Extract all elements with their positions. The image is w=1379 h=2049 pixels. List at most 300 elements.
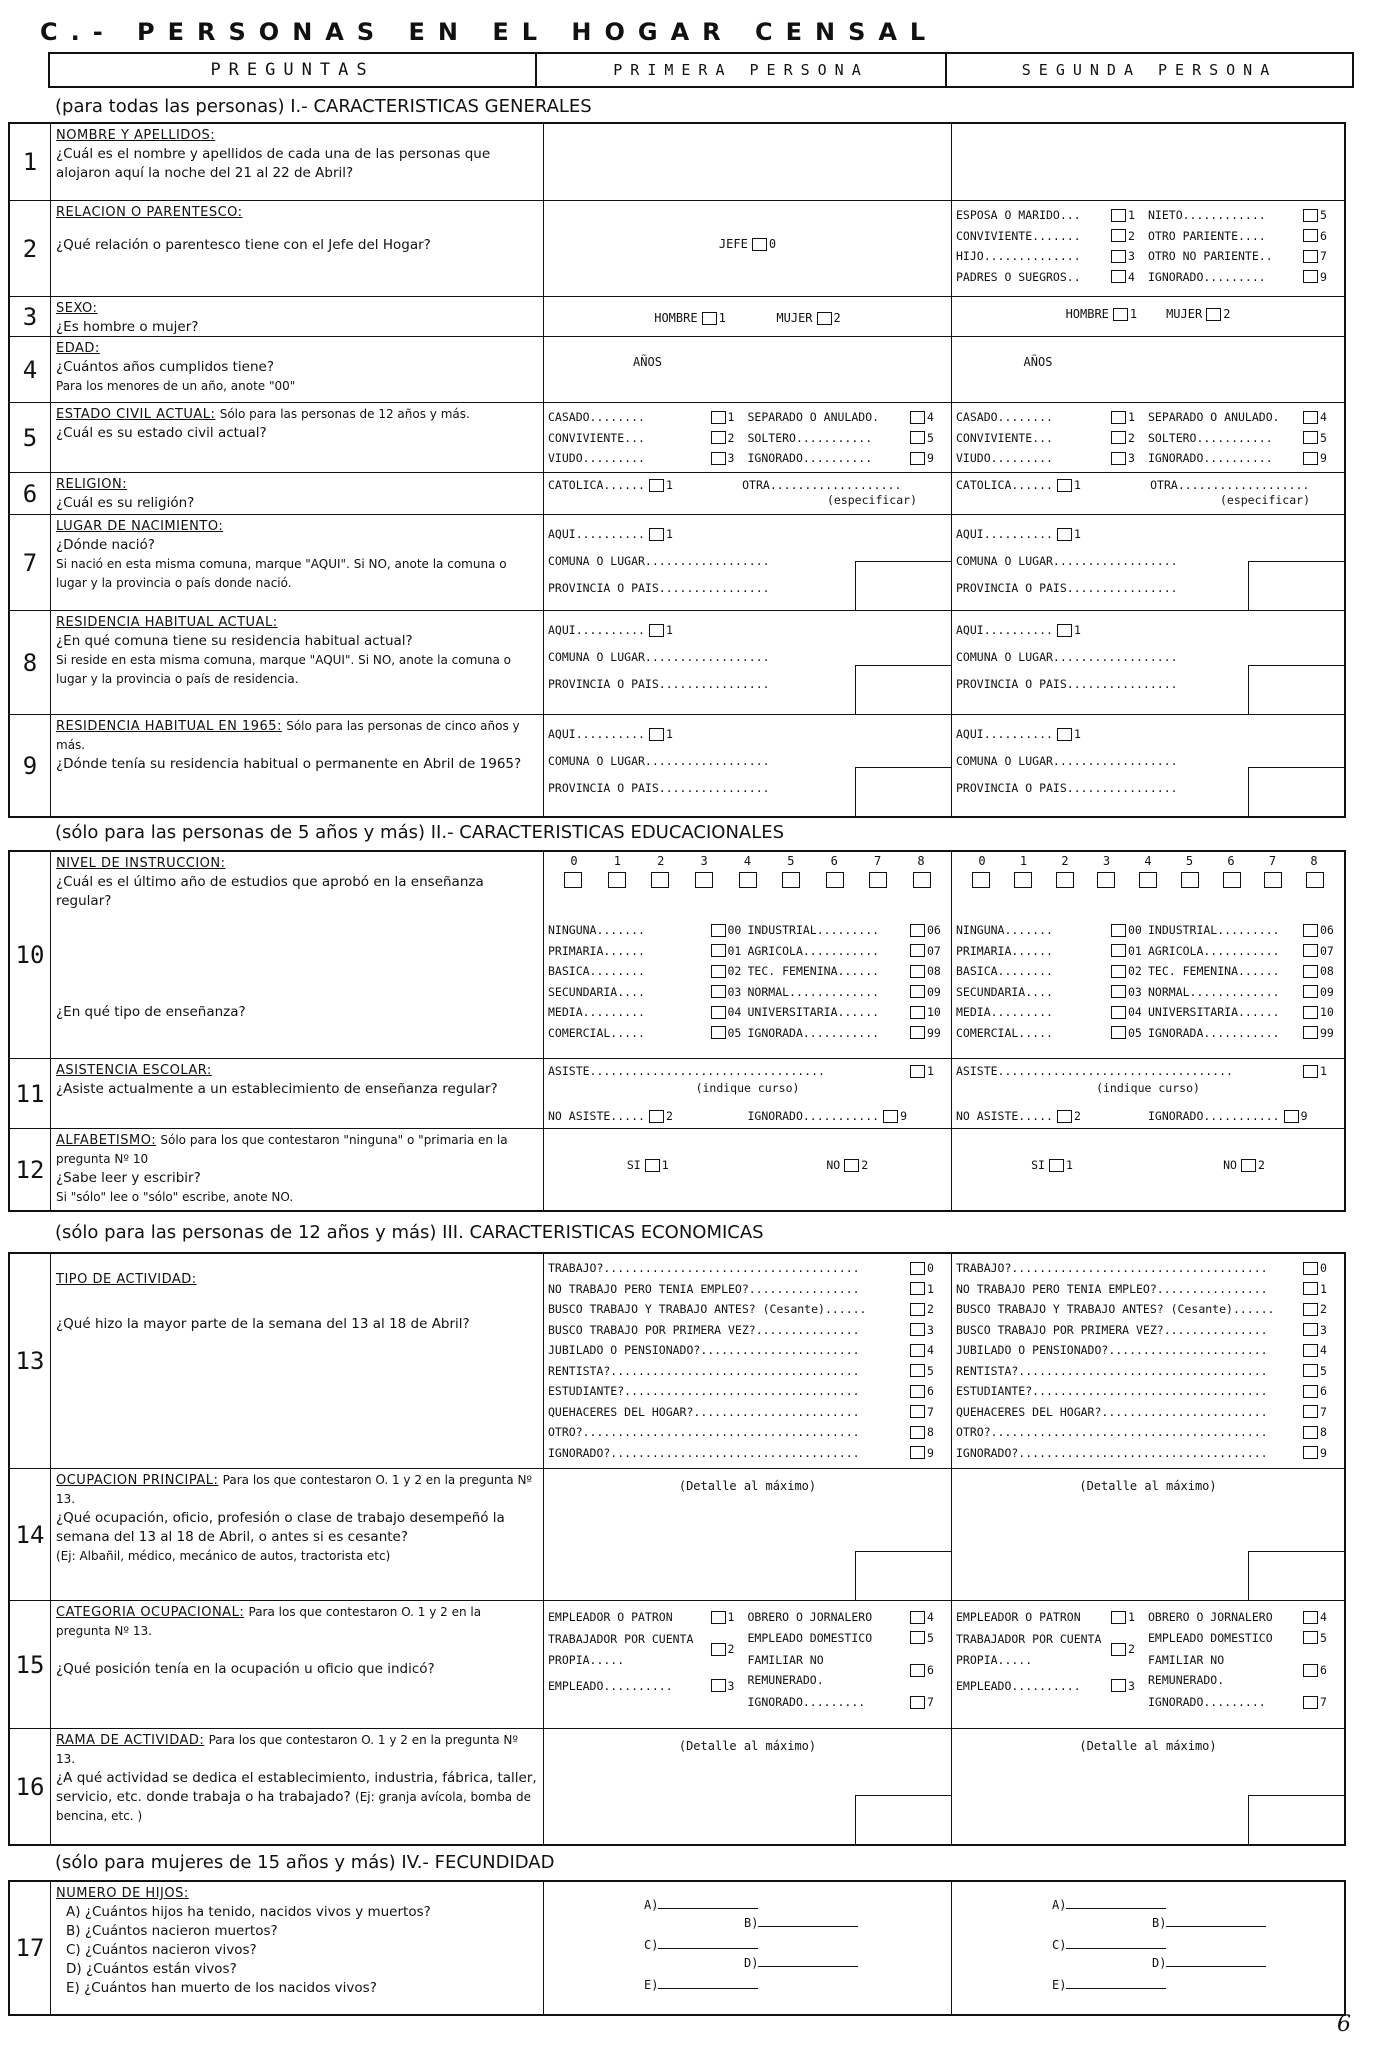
option-item[interactable]: BUSCO TRABAJO POR PRIMERA VEZ?............... 3 [956,1322,1327,1337]
option-item[interactable]: SECUNDARIA.... 03 [956,984,1142,999]
checkbox[interactable] [1111,1643,1126,1656]
checkbox[interactable] [1111,250,1126,263]
code-box[interactable] [1248,1795,1344,1844]
page-title: C.- PERSONAS EN EL HOGAR CENSAL [40,18,939,46]
section-4-title: (sólo para mujeres de 15 años y más) IV.- FECUNDIDAD [55,1852,555,1873]
option-item[interactable]: ESTUDIANTE?.................................. 6 [548,1384,934,1398]
question-example: (Ej: Albañil, médico, mecánico de autos, tractorista etc) [56,1549,391,1563]
question-label: ASISTENCIA ESCOLAR: [56,1063,212,1078]
sub-question: D) ¿Cuántos están vivos? [66,1961,237,1977]
answer-segunda[interactable] [952,124,1344,200]
checkbox[interactable] [1303,229,1318,242]
question-15-row [10,1600,1344,1728]
code-box[interactable] [1248,1551,1344,1600]
checkbox[interactable] [1111,411,1126,424]
option-item[interactable]: TRABAJO?..................................... 0 [956,1261,1327,1275]
checkbox[interactable] [910,1303,925,1316]
checkbox[interactable] [711,965,726,978]
checkbox[interactable] [1303,1446,1318,1459]
checkbox[interactable] [1303,1303,1318,1316]
option-item[interactable]: NO TRABAJO PERO TENIA EMPLEO?................ 1 [956,1281,1327,1296]
question-label: NUMERO DE HIJOS: [56,1886,189,1901]
digit-checkbox[interactable] [869,872,887,888]
digit-label: 2 [1061,854,1069,868]
hijos-answer-field[interactable]: B) [1152,1914,1266,1930]
question-label: RAMA DE ACTIVIDAD: [56,1733,205,1748]
checkbox[interactable] [910,1006,925,1019]
question-body: ¿Sabe leer y escribir? [56,1170,201,1186]
option-item[interactable]: SOLTERO........... 5 [1148,430,1327,445]
digit-checkbox[interactable] [1056,872,1074,888]
place-field[interactable]: PROVINCIA O PAIS................ [548,781,770,796]
option-item[interactable]: NINGUNA....... 00 [956,923,1142,937]
hijos-answer-field[interactable]: A) [644,1896,758,1912]
option-item[interactable]: NINGUNA....... 00 [548,923,742,937]
option-item[interactable]: CONVIVIENTE... 2 [548,430,735,445]
option-item[interactable]: CONVIVIENTE... 2 [956,430,1135,445]
option-item[interactable]: BASICA........ 02 [548,964,742,978]
question-number: 14 [10,1469,51,1600]
place-field[interactable]: COMUNA O LUGAR.................. [956,554,1178,569]
option-item[interactable]: OTRO?........................................ 8 [956,1425,1327,1439]
question-label: OCUPACION PRINCIPAL: [56,1473,219,1488]
checkbox[interactable] [910,1323,925,1336]
si-option[interactable]: SI 1 [1031,1158,1073,1172]
checkbox[interactable] [910,1344,925,1357]
checkbox[interactable] [910,1385,925,1398]
digit-checkbox[interactable] [1306,872,1324,888]
option-item[interactable]: EMPLEADOR O PATRON 1 [956,1610,1135,1624]
option-item[interactable]: IGNORADO.......... 9 [747,451,934,465]
digit-checkbox[interactable] [564,872,582,888]
place-field[interactable]: PROVINCIA O PAIS................ [956,581,1178,596]
ignorado-option[interactable]: IGNORADO........... 9 [1148,1108,1308,1123]
option-item[interactable]: IGNORADO......... 7 [747,1695,934,1709]
question-label: RELACION O PARENTESCO: [56,205,243,220]
checkbox[interactable] [1111,944,1126,957]
checkbox[interactable] [1111,229,1126,242]
checkbox[interactable] [1303,965,1318,978]
hijos-answer-field[interactable]: A) [1052,1896,1166,1912]
answer-primera[interactable] [544,1729,952,1844]
option-item[interactable]: BUSCO TRABAJO Y TRABAJO ANTES? (Cesante)...... 2 [956,1302,1327,1316]
option-item[interactable]: TEC. FEMENINA...... 08 [747,964,941,978]
option-item[interactable]: HIJO.............. 3 [956,249,1135,263]
answer-segunda[interactable] [952,337,1344,402]
block-fecundidad [8,1880,1346,2016]
place-field[interactable]: AQUI.......... 1 [548,527,673,542]
checkbox[interactable] [1303,250,1318,263]
option-item[interactable]: IGNORADA........... 99 [747,1025,941,1040]
checkbox[interactable] [711,431,726,444]
option-item[interactable]: ESPOSA O MARIDO... 1 [956,208,1135,222]
place-field[interactable]: PROVINCIA O PAIS................ [956,677,1178,692]
option-item[interactable]: MEDIA......... 04 [956,1005,1142,1019]
section-1-title: (para todas las personas) I.- CARACTERISTICAS GENERALES [55,96,592,117]
checkbox[interactable] [1303,1282,1318,1295]
digit-checkbox[interactable] [1181,872,1199,888]
checkbox[interactable] [711,944,726,957]
option-item[interactable]: IGNORADO.......... 9 [1148,451,1327,465]
sexo-mujer[interactable]: MUJER 2 [1166,307,1231,321]
checkbox[interactable] [910,1282,925,1295]
answer-primera[interactable] [544,1469,952,1600]
option-item[interactable]: IGNORADA........... 99 [1148,1025,1334,1040]
code-box[interactable] [1248,561,1344,610]
option-item[interactable]: OTRO?........................................ 8 [548,1425,934,1439]
option-item[interactable]: IGNORADO?.................................... 9 [548,1445,934,1460]
option-item[interactable]: AGRICOLA........... 07 [1148,943,1334,958]
digit-checkbox[interactable] [608,872,626,888]
option-item[interactable]: VIUDO......... 3 [548,451,735,465]
question-text [50,1129,544,1210]
hijos-answer-field[interactable]: C) [1052,1936,1166,1952]
checkbox[interactable] [711,1026,726,1039]
option-item[interactable]: BUSCO TRABAJO Y TRABAJO ANTES? (Cesante)...... 2 [548,1302,934,1316]
checkbox[interactable] [1303,431,1318,444]
option-item[interactable]: AGRICOLA........... 07 [747,943,941,958]
option-item[interactable]: TRABAJO?..................................... 0 [548,1261,934,1275]
digit-checkbox[interactable] [695,872,713,888]
digit-label: 6 [830,854,838,868]
checkbox[interactable] [1303,1344,1318,1357]
no-option[interactable]: NO 2 [1223,1158,1265,1172]
hijos-answer-field[interactable]: E) [644,1976,758,1992]
checkbox[interactable] [1303,1006,1318,1019]
checkbox[interactable] [910,452,925,465]
code-box[interactable] [855,1795,951,1844]
place-field[interactable]: PROVINCIA O PAIS................ [548,677,770,692]
question-number: 7 [10,515,51,610]
checkbox[interactable] [910,1611,925,1624]
option-item[interactable]: JUBILADO O PENSIONADO?....................... 4 [956,1343,1327,1357]
no-asiste-option[interactable]: NO ASISTE..... 2 [956,1108,1081,1123]
place-field[interactable]: PROVINCIA O PAIS................ [956,781,1178,796]
place-field[interactable]: AQUI.......... 1 [956,623,1081,638]
hijos-answer-field[interactable]: B) [744,1914,858,1930]
column-header [48,52,1354,88]
si-option[interactable]: SI 1 [626,1158,669,1172]
checkbox[interactable] [711,1679,726,1692]
answer-segunda [952,852,1344,1058]
place-field[interactable]: COMUNA O LUGAR.................. [956,754,1178,769]
option-item[interactable]: TEC. FEMENINA...... 08 [1148,964,1334,978]
place-field[interactable]: COMUNA O LUGAR.................. [956,650,1178,665]
digit-checkbox[interactable] [1097,872,1115,888]
option-item[interactable]: OBRERO O JORNALERO 4 [1148,1610,1327,1624]
option-item[interactable]: VIUDO......... 3 [956,451,1135,465]
code-box[interactable] [855,665,951,714]
sexo-hombre[interactable]: HOMBRE 1 [654,311,726,325]
option-item[interactable]: NO TRABAJO PERO TENIA EMPLEO?................ 1 [548,1281,934,1296]
digit-label: 0 [570,854,578,868]
answer-primera[interactable] [544,337,952,402]
code-box[interactable] [1248,665,1344,714]
option-item[interactable]: INDUSTRIAL......... 06 [1148,923,1334,937]
option-item[interactable]: SEPARADO O ANULADO. 4 [747,410,934,424]
digit-checkbox[interactable] [1223,872,1241,888]
question-label: EDAD: [56,341,100,356]
option-item[interactable]: NIETO............ 5 [1148,208,1327,222]
question-example: (Ej: granja avícola, bomba de bencina, etc. ) [56,1790,531,1823]
checkbox[interactable] [910,1405,925,1418]
answer-segunda [952,473,1344,514]
option-item[interactable]: INDUSTRIAL......... 06 [747,923,941,937]
question-8-row [10,610,1344,714]
asiste-option[interactable]: ASISTE.................................. 1 [548,1064,934,1078]
digit-checkbox[interactable] [1014,872,1032,888]
question-note-2: Si "sólo" lee o "sólo" escribe, anote NO. [56,1190,294,1204]
block-economia [8,1252,1346,1846]
checkbox[interactable] [910,1426,925,1439]
option-item[interactable]: OTRO NO PARIENTE.. 7 [1148,249,1327,263]
jefe-option[interactable]: JEFE 0 [718,237,777,251]
checkbox[interactable] [711,452,726,465]
option-item[interactable]: CONVIVIENTE....... 2 [956,228,1135,243]
option-item[interactable]: CASADO........ 1 [548,410,735,424]
checkbox[interactable] [910,944,925,957]
checkbox[interactable] [910,924,925,937]
checkbox[interactable] [1303,1664,1318,1677]
option-item[interactable]: SEPARADO O ANULADO. 4 [1148,410,1327,424]
checkbox[interactable] [1303,944,1318,957]
checkbox[interactable] [1111,1611,1126,1624]
checkbox[interactable] [711,924,726,937]
option-item[interactable]: UNIVERSITARIA...... 10 [747,1005,941,1019]
code-box[interactable] [1248,767,1344,816]
answer-segunda [952,201,1344,296]
asiste-option[interactable]: ASISTE.................................. 1 [956,1064,1327,1078]
answer-segunda [952,1601,1344,1728]
option-item[interactable]: BUSCO TRABAJO POR PRIMERA VEZ?............... 3 [548,1322,934,1337]
answer-primera [544,473,952,514]
option-item[interactable]: EMPLEADO DOMESTICO 5 [1148,1630,1327,1645]
question-note: Para los que contestaron O. 1 y 2 en la pregunta Nº 13. [56,1473,533,1506]
hijos-answer-field[interactable]: D) [1152,1954,1266,1970]
option-item[interactable]: ESTUDIANTE?.................................. 6 [956,1384,1327,1398]
hijos-answer-field[interactable]: D) [744,1954,858,1970]
checkbox[interactable] [1303,1323,1318,1336]
checkbox[interactable] [910,965,925,978]
question-13-row [10,1254,1344,1468]
option-item[interactable]: COMERCIAL..... 05 [548,1025,742,1040]
checkbox[interactable] [1111,1026,1126,1039]
option-item[interactable]: UNIVERSITARIA...... 10 [1148,1005,1334,1019]
option-item[interactable]: RENTISTA?.................................... 5 [956,1363,1327,1378]
checkbox[interactable] [910,1364,925,1377]
detalle-note: (Detalle al máximo) [678,1479,817,1493]
option-item[interactable]: MEDIA......... 04 [548,1005,742,1019]
checkbox[interactable] [1111,431,1126,444]
checkbox[interactable] [1303,1262,1318,1275]
question-body: ¿Dónde nació? [56,537,155,553]
option-item[interactable]: CASADO........ 1 [956,410,1135,424]
place-field[interactable]: AQUI.......... 1 [548,727,673,742]
option-item[interactable]: IGNORADO?.................................... 9 [956,1445,1327,1460]
code-box[interactable] [855,561,951,610]
checkbox[interactable] [1303,1405,1318,1418]
option-item[interactable]: SECUNDARIA.... 03 [548,984,742,999]
checkbox[interactable] [910,1446,925,1459]
digit-checkbox[interactable] [826,872,844,888]
option-item[interactable]: QUEHACERES DEL HOGAR?........................ 7 [956,1404,1327,1419]
option-item[interactable]: SOLTERO........... 5 [747,430,934,445]
option-item[interactable]: QUEHACERES DEL HOGAR?........................ 7 [548,1404,934,1419]
checkbox[interactable] [1303,1631,1318,1644]
question-label: SEXO: [56,301,98,316]
option-item[interactable]: PADRES O SUEGROS.. 4 [956,269,1135,284]
option-item[interactable]: JUBILADO O PENSIONADO?....................... 4 [548,1343,934,1357]
question-text [50,1059,544,1128]
place-field[interactable]: COMUNA O LUGAR.................. [548,650,770,665]
checkbox[interactable] [910,985,925,998]
no-asiste-option[interactable]: NO ASISTE..... 2 [548,1108,673,1123]
checkbox[interactable] [711,985,726,998]
header-segunda-persona: SEGUNDA PERSONA [1021,61,1278,79]
checkbox[interactable] [711,411,726,424]
question-body: ¿Qué ocupación, oficio, profesión o clase de trabajo desempeñó la semana del 13 al 18 de Abril, o antes si es cesante? [56,1510,505,1545]
code-box[interactable] [855,767,951,816]
question-14-row [10,1468,1344,1600]
checkbox[interactable] [1303,1385,1318,1398]
no-option[interactable]: NO 2 [826,1158,869,1172]
question-number: 8 [10,611,51,714]
checkbox[interactable] [711,1643,726,1656]
checkbox[interactable] [1303,1696,1318,1709]
question-6-row [10,472,1344,514]
option-item[interactable]: EMPLEADO.......... 3 [548,1678,735,1693]
hijos-answer-field[interactable]: C) [644,1936,758,1952]
option-item[interactable]: NORMAL............. 09 [1148,984,1334,999]
question-text [50,611,544,714]
option-item[interactable]: BASICA........ 02 [956,964,1142,978]
digit-checkbox[interactable] [651,872,669,888]
checkbox[interactable] [1303,411,1318,424]
checkbox[interactable] [1303,1026,1318,1039]
option-item[interactable]: EMPLEADO.......... 3 [956,1678,1135,1693]
code-box[interactable] [855,1551,951,1600]
checkbox[interactable] [1111,985,1126,998]
checkbox[interactable] [1303,1611,1318,1624]
checkbox[interactable] [1303,985,1318,998]
checkbox[interactable] [1111,965,1126,978]
checkbox[interactable] [1303,209,1318,222]
option-item[interactable]: OTRO PARIENTE.... 6 [1148,228,1327,243]
option-item[interactable]: EMPLEADOR O PATRON 1 [548,1610,735,1624]
answer-segunda [952,715,1344,816]
option-item[interactable]: IGNORADO......... 7 [1148,1695,1327,1709]
religion-otra[interactable]: OTRA................... [1150,478,1310,492]
option-item[interactable]: TRABAJADOR POR CUENTA PROPIA..... 2 [956,1632,1135,1667]
checkbox[interactable] [1111,924,1126,937]
question-text [50,1469,544,1600]
option-item[interactable]: NORMAL............. 09 [747,984,941,999]
question-number: 1 [10,124,51,200]
option-item[interactable]: COMERCIAL..... 05 [956,1025,1142,1040]
question-body: ¿Qué hizo la mayor parte de la semana del 13 al 18 de Abril? [56,1316,470,1332]
religion-catolica[interactable]: CATOLICA...... 1 [548,478,673,492]
digit-checkbox[interactable] [782,872,800,888]
checkbox[interactable] [910,1664,925,1677]
digit-label: 5 [1185,854,1194,868]
checkbox[interactable] [910,1631,925,1644]
hijos-answer-field[interactable]: E) [1052,1976,1166,1992]
option-item[interactable]: TRABAJADOR POR CUENTA PROPIA..... 2 [548,1632,735,1667]
option-item[interactable]: PRIMARIA...... 01 [548,943,742,958]
digit-checkbox[interactable] [1139,872,1157,888]
checkbox[interactable] [1111,270,1126,283]
checkbox[interactable] [910,411,925,424]
digit-checkbox[interactable] [739,872,757,888]
digit-checkbox[interactable] [972,872,990,888]
question-note: Para los que contestaron O. 1 y 2 en la pregunta Nº 13. [56,1733,519,1766]
place-field[interactable]: COMUNA O LUGAR.................. [548,554,770,569]
place-field[interactable]: AQUI.......... 1 [956,527,1081,542]
religion-catolica[interactable]: CATOLICA...... 1 [956,478,1081,492]
answer-segunda [952,515,1344,610]
sexo-mujer[interactable]: MUJER 2 [776,311,841,325]
checkbox[interactable] [1111,1679,1126,1692]
question-2-row [10,200,1344,296]
checkbox[interactable] [910,1262,925,1275]
answer-primera [544,852,952,1058]
checkbox[interactable] [1303,270,1318,283]
answer-primera[interactable] [544,124,952,200]
checkbox[interactable] [711,1611,726,1624]
answer-segunda[interactable] [952,1469,1344,1600]
checkbox[interactable] [1111,209,1126,222]
checkbox[interactable] [1303,452,1318,465]
question-number: 4 [10,337,51,402]
digit-label: 3 [700,854,708,868]
place-field[interactable]: COMUNA O LUGAR.................. [548,754,770,769]
option-item[interactable]: IGNORADO......... 9 [1148,269,1327,284]
option-item[interactable]: FAMILIAR NO REMUNERADO. 6 [1148,1652,1327,1687]
sexo-hombre[interactable]: HOMBRE 1 [1065,307,1138,321]
option-item[interactable]: EMPLEADO DOMESTICO 5 [747,1630,934,1645]
ignorado-option[interactable]: IGNORADO........... 9 [747,1108,907,1123]
digit-checkbox[interactable] [913,872,931,888]
answer-segunda[interactable] [952,1729,1344,1844]
checkbox[interactable] [910,1026,925,1039]
place-field[interactable]: AQUI.......... 1 [548,623,673,638]
option-item[interactable]: PRIMARIA...... 01 [956,943,1142,958]
digit-label: 7 [874,854,882,868]
religion-otra[interactable]: OTRA................... [742,478,902,492]
checkbox[interactable] [1111,452,1126,465]
place-field[interactable]: PROVINCIA O PAIS................ [548,581,770,596]
checkbox[interactable] [1303,1426,1318,1439]
checkbox[interactable] [910,1696,925,1709]
checkbox[interactable] [1303,1364,1318,1377]
option-item[interactable]: RENTISTA?.................................... 5 [548,1363,934,1378]
question-note: Para los menores de un año, anote "00" [56,379,296,393]
question-4-row [10,336,1344,402]
sub-question: E) ¿Cuántos han muerto de los nacidos vivos? [66,1980,377,1996]
checkbox[interactable] [711,1006,726,1019]
sub-question: B) ¿Cuántos nacieron muertos? [66,1923,278,1939]
checkbox[interactable] [1303,924,1318,937]
answer-primera [544,403,952,472]
checkbox[interactable] [1111,1006,1126,1019]
option-item[interactable]: FAMILIAR NO REMUNERADO. 6 [747,1652,934,1687]
place-field[interactable]: AQUI.......... 1 [956,727,1081,742]
question-number: 15 [10,1601,51,1728]
answer-primera [544,715,952,816]
checkbox[interactable] [910,431,925,444]
option-item[interactable]: OBRERO O JORNALERO 4 [747,1610,934,1624]
digit-checkbox[interactable] [1264,872,1282,888]
